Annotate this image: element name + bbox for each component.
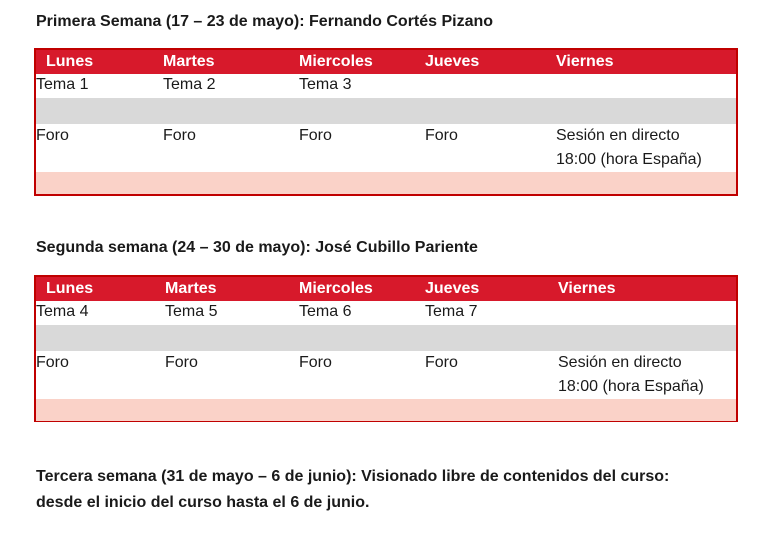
day-header-friday: Viernes	[556, 53, 614, 70]
week2-schedule-table	[34, 275, 738, 422]
topic-row	[36, 74, 736, 98]
topic-thursday: Tema 7	[425, 303, 478, 320]
day-header-thursday: Jueves	[425, 53, 480, 70]
topic-monday: Tema 1	[36, 76, 89, 93]
forum-tuesday: Foro	[163, 127, 196, 144]
day-header-row	[36, 277, 736, 301]
topic-tuesday: Tema 5	[165, 303, 218, 320]
week1-title: Primera Semana (17 – 23 de mayo): Fernando Cortés Pizano	[36, 13, 494, 30]
separator-band	[36, 98, 736, 124]
day-header-monday: Lunes	[46, 53, 94, 70]
topic-row	[36, 301, 736, 325]
footer-band	[36, 399, 736, 421]
day-header-thursday: Jueves	[425, 280, 480, 297]
forum-thursday: Foro	[425, 127, 458, 144]
day-header-wednesday: Miercoles	[299, 53, 373, 70]
separator-band	[36, 325, 736, 351]
live-session-time: 18:00 (hora España)	[556, 151, 702, 168]
forum-thursday: Foro	[425, 354, 458, 371]
topic-monday: Tema 4	[36, 303, 89, 320]
live-session-label: Sesión en directo	[558, 354, 682, 371]
forum-monday: Foro	[36, 354, 69, 371]
topic-tuesday: Tema 2	[163, 76, 216, 93]
third-week-line2: desde el inicio del curso hasta el 6 de junio.	[36, 494, 370, 511]
day-header-monday: Lunes	[46, 280, 94, 297]
live-session-time: 18:00 (hora España)	[558, 378, 704, 395]
third-week-line1: Tercera semana (31 de mayo – 6 de junio): Visionado libre de contenidos del curso:	[36, 468, 670, 485]
topic-wednesday: Tema 3	[299, 76, 352, 93]
day-header-wednesday: Miercoles	[299, 280, 373, 297]
week2-title: Segunda semana (24 – 30 de mayo): José Cubillo Pariente	[36, 239, 478, 256]
day-header-row	[36, 50, 736, 74]
forum-wednesday: Foro	[299, 127, 332, 144]
footer-band	[36, 172, 736, 194]
day-header-tuesday: Martes	[165, 280, 217, 297]
forum-tuesday: Foro	[165, 354, 198, 371]
live-session-friday	[556, 124, 736, 172]
day-header-friday: Viernes	[558, 280, 616, 297]
day-header-tuesday: Martes	[163, 53, 215, 70]
week1-schedule-table	[34, 48, 738, 196]
live-session-friday	[558, 351, 738, 399]
forum-row	[36, 351, 736, 399]
forum-monday: Foro	[36, 127, 69, 144]
third-week-note	[36, 464, 736, 516]
forum-wednesday: Foro	[299, 354, 332, 371]
topic-wednesday: Tema 6	[299, 303, 352, 320]
forum-row	[36, 124, 736, 172]
live-session-label: Sesión en directo	[556, 127, 680, 144]
